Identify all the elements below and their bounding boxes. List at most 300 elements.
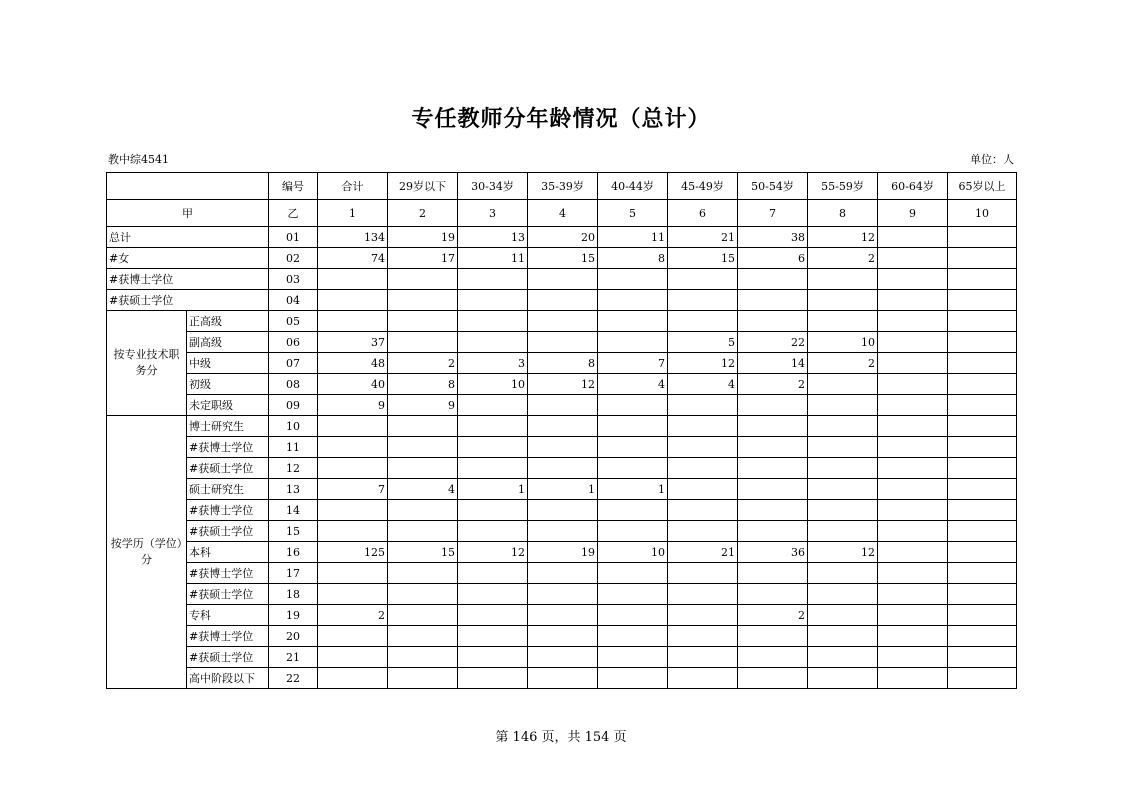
value-cell [458,626,528,647]
value-cell [878,479,948,500]
value-cell [528,395,598,416]
row-code: 16 [269,542,318,563]
value-cell [388,332,458,353]
value-cell: 12 [458,542,528,563]
value-cell [318,647,388,668]
row-code: 09 [269,395,318,416]
value-cell [388,500,458,521]
row-label: 硕士研究生 [187,479,269,500]
row-code: 19 [269,605,318,626]
row-label: #获硕士学位 [107,290,269,311]
row-code: 08 [269,374,318,395]
column-number: 5 [598,200,668,227]
row-code: 04 [269,290,318,311]
value-cell [388,668,458,689]
value-cell: 15 [388,542,458,563]
value-cell [458,416,528,437]
form-code: 教中综4541 [108,153,169,166]
table-row [107,353,1017,374]
value-cell [808,563,878,584]
value-cell [528,290,598,311]
value-cell: 8 [528,353,598,374]
column-number: 7 [738,200,808,227]
value-cell: 9 [388,395,458,416]
value-cell [598,269,668,290]
value-cell [808,395,878,416]
value-cell: 2 [738,374,808,395]
value-cell [458,395,528,416]
value-cell: 7 [598,353,668,374]
value-cell [318,311,388,332]
value-cell [528,668,598,689]
value-cell [388,605,458,626]
value-cell [668,500,738,521]
group-label-education: 按学历（学位）分 [107,416,187,689]
column-header: 55-59岁 [808,173,878,200]
corner-cell [107,173,269,200]
row-code: 15 [269,521,318,542]
row-label: 副高级 [187,332,269,353]
value-cell [878,437,948,458]
value-cell [458,563,528,584]
value-cell: 21 [668,542,738,563]
value-cell [528,563,598,584]
value-cell [598,563,668,584]
value-cell [318,668,388,689]
value-cell [528,626,598,647]
column-number: 9 [878,200,948,227]
value-cell [948,668,1017,689]
row-label: 专科 [187,605,269,626]
value-cell [668,290,738,311]
value-cell [948,626,1017,647]
row-label: 博士研究生 [187,416,269,437]
row-label: 中级 [187,353,269,374]
value-cell: 2 [808,353,878,374]
value-cell [738,500,808,521]
value-cell [878,416,948,437]
value-cell: 12 [668,353,738,374]
value-cell [458,521,528,542]
value-cell [528,437,598,458]
value-cell [598,668,668,689]
value-cell [388,416,458,437]
value-cell [318,626,388,647]
row-code: 01 [269,227,318,248]
value-cell [388,584,458,605]
value-cell [458,290,528,311]
value-cell [948,248,1017,269]
value-cell: 11 [598,227,668,248]
value-cell [598,500,668,521]
value-cell [598,605,668,626]
row-label: #获博士学位 [107,269,269,290]
value-cell [458,605,528,626]
value-cell [948,521,1017,542]
value-cell [948,290,1017,311]
value-cell [388,290,458,311]
value-cell: 19 [388,227,458,248]
value-cell [948,584,1017,605]
value-cell [878,500,948,521]
value-cell [458,437,528,458]
value-cell [598,332,668,353]
value-cell: 7 [318,479,388,500]
value-cell [738,290,808,311]
row-label: #获硕士学位 [187,584,269,605]
row-code: 18 [269,584,318,605]
value-cell [458,311,528,332]
value-cell [668,626,738,647]
row-label: #获博士学位 [187,437,269,458]
column-header: 65岁以上 [948,173,1017,200]
value-cell [878,332,948,353]
value-cell [948,227,1017,248]
value-cell: 40 [318,374,388,395]
value-cell [808,626,878,647]
value-cell [738,521,808,542]
table-row [107,479,1017,500]
value-cell [878,521,948,542]
value-cell [668,269,738,290]
value-cell [318,416,388,437]
value-cell [318,584,388,605]
value-cell: 4 [668,374,738,395]
value-cell [458,584,528,605]
value-cell: 1 [528,479,598,500]
value-cell: 48 [318,353,388,374]
value-cell [738,395,808,416]
column-number: 8 [808,200,878,227]
row-code: 20 [269,626,318,647]
value-cell [948,353,1017,374]
row-label: #获博士学位 [187,500,269,521]
table-row [107,605,1017,626]
value-cell [878,269,948,290]
value-cell [528,458,598,479]
header-row [107,173,1017,200]
value-cell [458,269,528,290]
table-row [107,332,1017,353]
row-label: 本科 [187,542,269,563]
value-cell [948,374,1017,395]
value-cell [738,668,808,689]
value-cell [598,584,668,605]
column-header: 50-54岁 [738,173,808,200]
value-cell [808,479,878,500]
value-cell: 8 [388,374,458,395]
value-cell [948,563,1017,584]
value-cell [388,521,458,542]
value-cell [318,290,388,311]
value-cell: 5 [668,332,738,353]
value-cell [668,416,738,437]
value-cell [528,416,598,437]
row-label: #获博士学位 [187,626,269,647]
value-cell [668,311,738,332]
value-cell: 14 [738,353,808,374]
value-cell [948,458,1017,479]
table-row [107,542,1017,563]
value-cell [668,458,738,479]
value-cell [668,437,738,458]
value-cell [388,563,458,584]
value-cell [458,647,528,668]
value-cell [808,269,878,290]
value-cell [878,248,948,269]
value-cell [318,521,388,542]
value-cell: 12 [808,542,878,563]
value-cell [668,605,738,626]
value-cell [878,353,948,374]
value-cell [528,584,598,605]
row-code: 11 [269,437,318,458]
value-cell: 125 [318,542,388,563]
value-cell [598,311,668,332]
value-cell [878,374,948,395]
value-cell [808,458,878,479]
value-cell: 10 [598,542,668,563]
row-code: 21 [269,647,318,668]
value-cell: 38 [738,227,808,248]
value-cell [528,332,598,353]
value-cell [738,584,808,605]
value-cell: 134 [318,227,388,248]
value-cell [738,437,808,458]
unit-label: 单位：人 [970,153,1014,166]
value-cell [318,269,388,290]
value-cell [948,647,1017,668]
row-code: 13 [269,479,318,500]
value-cell [808,584,878,605]
value-cell [878,290,948,311]
value-cell: 36 [738,542,808,563]
row-label: 高中阶段以下 [187,668,269,689]
column-number: 10 [948,200,1017,227]
value-cell [948,542,1017,563]
table-row [107,269,1017,290]
value-cell [668,647,738,668]
value-cell [948,605,1017,626]
value-cell: 15 [668,248,738,269]
column-header: 40-44岁 [598,173,668,200]
value-cell [318,563,388,584]
row-label: #获博士学位 [187,563,269,584]
value-cell [808,437,878,458]
table-row [107,500,1017,521]
value-cell [598,458,668,479]
value-cell [388,626,458,647]
table-row [107,668,1017,689]
value-cell [388,458,458,479]
value-cell [808,374,878,395]
column-number: 6 [668,200,738,227]
table-row [107,521,1017,542]
value-cell [948,332,1017,353]
row-label: 初级 [187,374,269,395]
table-row [107,290,1017,311]
value-cell [528,521,598,542]
value-cell [668,668,738,689]
value-cell [528,269,598,290]
page-title: 专任教师分年龄情况（总计） [411,107,711,132]
value-cell [528,500,598,521]
value-cell [458,332,528,353]
value-cell [598,416,668,437]
row-code: 07 [269,353,318,374]
value-cell: 1 [458,479,528,500]
row-label: #获硕士学位 [187,521,269,542]
table-row [107,647,1017,668]
table-row [107,584,1017,605]
value-cell [878,584,948,605]
value-cell [668,521,738,542]
table-row [107,311,1017,332]
yi-cell: 乙 [269,200,318,227]
table-row [107,563,1017,584]
value-cell: 2 [738,605,808,626]
value-cell [388,647,458,668]
value-cell [318,458,388,479]
value-cell [878,647,948,668]
value-cell [948,269,1017,290]
value-cell [878,563,948,584]
value-cell [808,605,878,626]
value-cell: 37 [318,332,388,353]
value-cell: 22 [738,332,808,353]
value-cell: 10 [808,332,878,353]
value-cell [598,626,668,647]
value-cell [878,458,948,479]
row-label: #获硕士学位 [187,458,269,479]
column-number: 4 [528,200,598,227]
row-code: 14 [269,500,318,521]
table-row [107,437,1017,458]
value-cell [878,668,948,689]
value-cell [878,626,948,647]
value-cell: 19 [528,542,598,563]
value-cell [388,269,458,290]
statistics-table [106,172,1017,689]
value-cell [458,500,528,521]
value-cell [668,584,738,605]
row-code: 12 [269,458,318,479]
row-code: 10 [269,416,318,437]
value-cell [948,311,1017,332]
value-cell [738,647,808,668]
row-code: 03 [269,269,318,290]
table-row [107,458,1017,479]
row-label: #获硕士学位 [187,647,269,668]
value-cell [528,605,598,626]
table-row [107,227,1017,248]
row-code: 02 [269,248,318,269]
column-header: 30-34岁 [458,173,528,200]
code-header: 编号 [269,173,318,200]
jia-cell: 甲 [107,200,269,227]
value-cell: 12 [528,374,598,395]
value-cell: 20 [528,227,598,248]
table-row [107,416,1017,437]
group-label-title: 按专业技术职务分 [107,311,187,416]
column-header: 45-49岁 [668,173,738,200]
value-cell: 6 [738,248,808,269]
column-header: 29岁以下 [388,173,458,200]
value-cell [528,311,598,332]
value-cell [808,647,878,668]
value-cell [948,416,1017,437]
value-cell [598,647,668,668]
value-cell: 8 [598,248,668,269]
value-cell [808,290,878,311]
value-cell [458,668,528,689]
value-cell: 17 [388,248,458,269]
value-cell: 2 [318,605,388,626]
column-header: 35-39岁 [528,173,598,200]
value-cell [878,542,948,563]
value-cell [738,269,808,290]
value-cell: 3 [458,353,528,374]
value-cell [738,416,808,437]
value-cell: 4 [598,374,668,395]
row-code: 22 [269,668,318,689]
value-cell [738,626,808,647]
value-cell: 10 [458,374,528,395]
value-cell [948,395,1017,416]
value-cell: 1 [598,479,668,500]
value-cell: 2 [388,353,458,374]
value-cell [318,437,388,458]
table-row [107,374,1017,395]
column-number: 2 [388,200,458,227]
value-cell [878,311,948,332]
value-cell [668,479,738,500]
row-label: #女 [107,248,269,269]
value-cell [388,437,458,458]
value-cell [808,521,878,542]
value-cell [668,395,738,416]
column-number-row [107,200,1017,227]
value-cell: 13 [458,227,528,248]
value-cell: 74 [318,248,388,269]
value-cell [598,437,668,458]
row-label: 未定职级 [187,395,269,416]
column-header: 合计 [318,173,388,200]
row-label: 总计 [107,227,269,248]
value-cell [738,563,808,584]
value-cell [388,311,458,332]
value-cell [808,416,878,437]
table-row [107,395,1017,416]
value-cell [808,668,878,689]
value-cell [598,521,668,542]
value-cell [738,311,808,332]
value-cell [668,563,738,584]
value-cell [738,458,808,479]
value-cell: 21 [668,227,738,248]
value-cell [878,395,948,416]
value-cell: 15 [528,248,598,269]
row-label: 正高级 [187,311,269,332]
value-cell [808,311,878,332]
value-cell: 4 [388,479,458,500]
row-code: 17 [269,563,318,584]
value-cell: 12 [808,227,878,248]
value-cell [878,605,948,626]
row-code: 06 [269,332,318,353]
value-cell [878,227,948,248]
value-cell: 11 [458,248,528,269]
